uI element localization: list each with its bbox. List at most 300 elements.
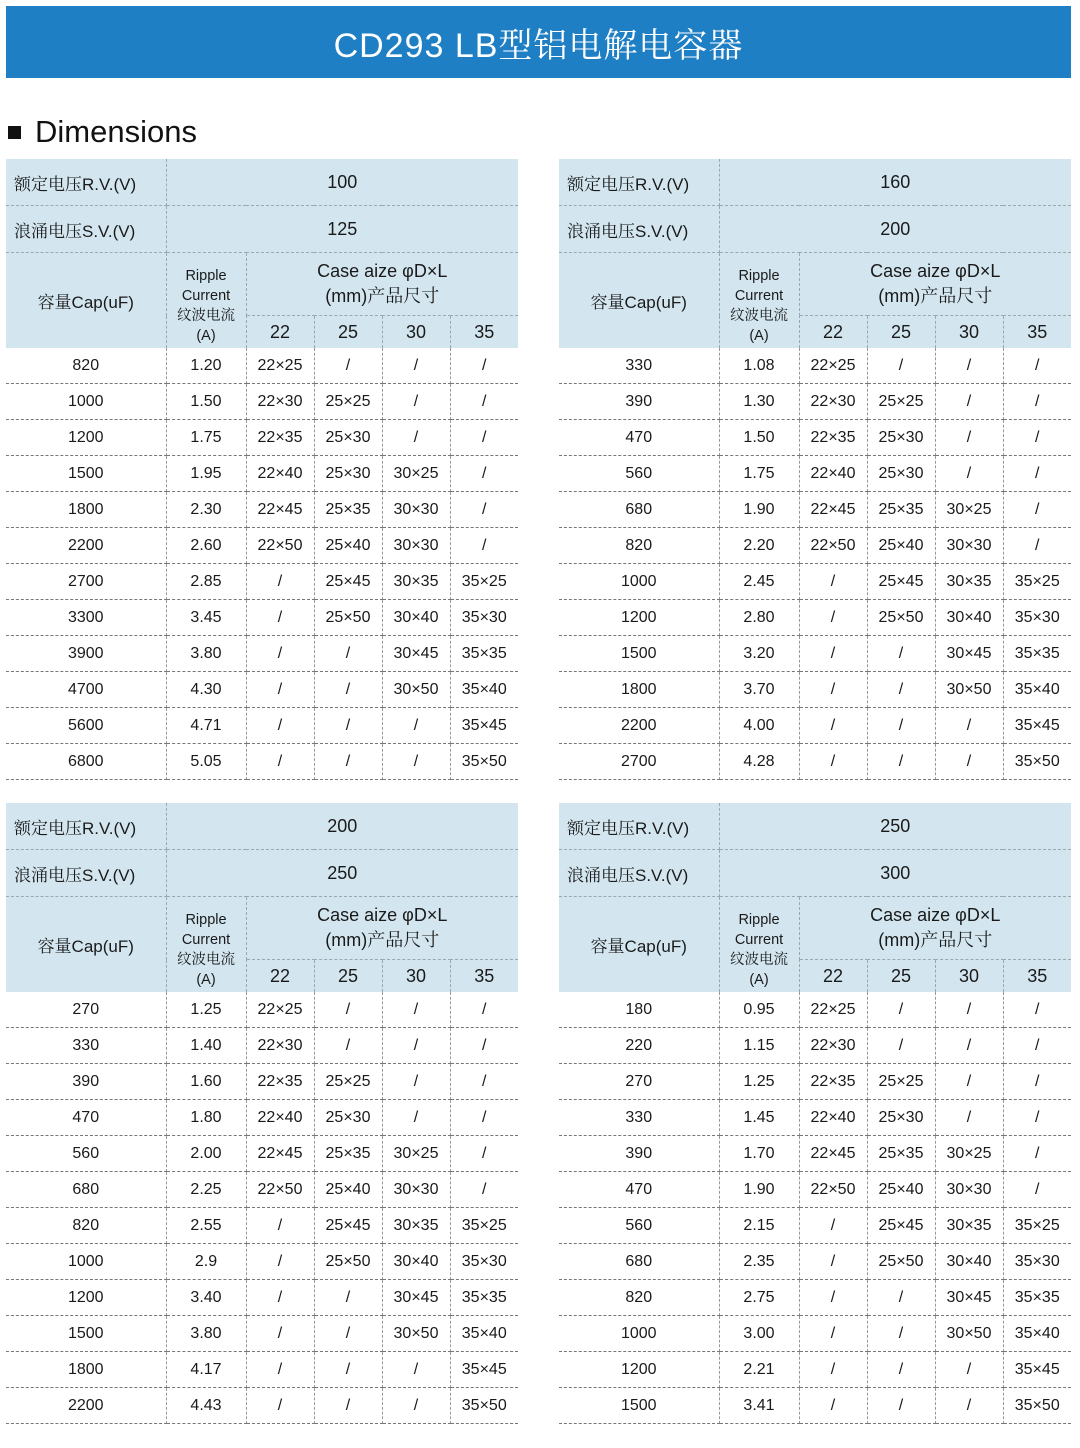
case-size-cell: / — [314, 992, 382, 1028]
table-row — [559, 420, 1071, 456]
capacitance-cell: 390 — [559, 384, 719, 420]
case-size-cell: / — [935, 744, 1003, 780]
case-size-cell: 35×30 — [450, 600, 518, 636]
case-size-cell: 30×40 — [382, 1244, 450, 1280]
capacitance-cell: 1500 — [559, 636, 719, 672]
ripple-current-cell: 2.35 — [719, 1244, 799, 1280]
ripple-current-cell: 2.55 — [166, 1208, 246, 1244]
square-bullet-icon — [8, 126, 21, 139]
ripple-current-cell: 1.25 — [166, 992, 246, 1028]
table-row — [6, 384, 518, 420]
case-size-cell: 22×30 — [246, 1028, 314, 1064]
case-size-cell: / — [450, 384, 518, 420]
case-size-cell: / — [314, 1352, 382, 1388]
case-size-cell: / — [314, 1280, 382, 1316]
case-size-cell: 35×50 — [450, 1388, 518, 1424]
case-size-cell: 35×30 — [450, 1244, 518, 1280]
case-size-cell: / — [1003, 420, 1071, 456]
table-row — [6, 528, 518, 564]
case-size-cell: / — [935, 708, 1003, 744]
case-size-cell: / — [382, 420, 450, 456]
capacitance-cell: 820 — [559, 528, 719, 564]
case-size-cell: / — [867, 672, 935, 708]
case-size-cell: 30×30 — [382, 1172, 450, 1208]
rated-voltage-label: 额定电压R.V.(V) — [6, 803, 166, 850]
case-size-cell: 22×40 — [799, 456, 867, 492]
case-size-cell: / — [450, 528, 518, 564]
ripple-current-cell: 1.90 — [719, 1172, 799, 1208]
surge-voltage-row — [559, 206, 1071, 253]
case-size-cell: 25×50 — [867, 600, 935, 636]
ripple-current-cell: 1.45 — [719, 1100, 799, 1136]
ripple-current-header — [166, 253, 246, 349]
case-size-cell: / — [246, 672, 314, 708]
ripple-current-cell: 2.30 — [166, 492, 246, 528]
capacitance-header: 容量Cap(uF) — [559, 253, 719, 349]
ripple-current-cell: 1.50 — [166, 384, 246, 420]
case-size-cell: 22×45 — [799, 1136, 867, 1172]
ripple-current-cell: 4.43 — [166, 1388, 246, 1424]
ripple-header-line: Current — [734, 932, 784, 948]
table-row — [559, 348, 1071, 384]
case-size-cell: 25×35 — [314, 492, 382, 528]
surge-voltage-value: 250 — [166, 850, 518, 897]
case-size-cell: 35×40 — [1003, 672, 1071, 708]
ripple-current-cell: 1.75 — [719, 456, 799, 492]
ripple-current-header — [719, 253, 799, 349]
capacitance-header: 容量Cap(uF) — [559, 897, 719, 993]
capacitance-cell: 6800 — [6, 744, 166, 780]
capacitance-cell: 270 — [6, 992, 166, 1028]
capacitance-cell: 180 — [559, 992, 719, 1028]
case-size-cell: / — [450, 1136, 518, 1172]
case-size-cell: 35×45 — [1003, 708, 1071, 744]
spec-table — [6, 159, 518, 780]
table-row — [6, 636, 518, 672]
diameter-header: 22 — [799, 960, 867, 993]
ripple-current-cell: 0.95 — [719, 992, 799, 1028]
case-size-cell: 30×45 — [935, 1280, 1003, 1316]
case-size-cell: 25×30 — [314, 456, 382, 492]
case-size-header-line: (mm)产品尺寸 — [325, 286, 440, 306]
case-size-cell: 22×45 — [246, 492, 314, 528]
case-size-cell: / — [314, 1388, 382, 1424]
case-size-cell: / — [867, 744, 935, 780]
case-size-cell: / — [382, 1064, 450, 1100]
diameter-header: 30 — [935, 960, 1003, 993]
case-size-cell: 22×35 — [246, 420, 314, 456]
case-size-cell: 35×40 — [450, 672, 518, 708]
rated-voltage-label: 额定电压R.V.(V) — [6, 159, 166, 206]
case-size-cell: 35×45 — [450, 708, 518, 744]
case-size-cell: / — [867, 636, 935, 672]
table-row — [559, 672, 1071, 708]
case-size-cell: 30×35 — [382, 1208, 450, 1244]
case-size-cell: / — [314, 744, 382, 780]
diameter-header: 25 — [314, 316, 382, 349]
case-size-cell: 22×45 — [246, 1136, 314, 1172]
diameter-header: 35 — [450, 316, 518, 349]
table-row — [559, 492, 1071, 528]
case-size-cell: 22×50 — [799, 1172, 867, 1208]
case-size-cell: 35×25 — [450, 1208, 518, 1244]
capacitance-cell: 2700 — [6, 564, 166, 600]
table-row — [559, 528, 1071, 564]
diameter-header: 30 — [935, 316, 1003, 349]
rated-voltage-value: 160 — [719, 159, 1071, 206]
capacitance-cell: 330 — [559, 1100, 719, 1136]
case-size-cell: 25×25 — [867, 1064, 935, 1100]
case-size-cell: 30×25 — [935, 1136, 1003, 1172]
case-size-cell: / — [867, 1388, 935, 1424]
diameter-header: 22 — [799, 316, 867, 349]
table-row — [6, 1208, 518, 1244]
table-row — [559, 636, 1071, 672]
capacitance-cell: 220 — [559, 1028, 719, 1064]
case-size-cell: 30×45 — [382, 636, 450, 672]
capacitance-cell: 1000 — [559, 1316, 719, 1352]
case-size-cell: / — [382, 348, 450, 384]
ripple-current-cell: 3.80 — [166, 636, 246, 672]
surge-voltage-value: 200 — [719, 206, 1071, 253]
case-size-cell: 22×25 — [246, 992, 314, 1028]
case-size-cell: / — [1003, 1172, 1071, 1208]
capacitance-cell: 1000 — [559, 564, 719, 600]
case-size-cell: 22×45 — [799, 492, 867, 528]
case-size-cell: 30×40 — [935, 600, 1003, 636]
rated-voltage-value: 200 — [166, 803, 518, 850]
case-size-cell: / — [799, 636, 867, 672]
case-size-cell: 30×50 — [935, 672, 1003, 708]
ripple-current-cell: 3.40 — [166, 1280, 246, 1316]
table-row — [6, 1028, 518, 1064]
case-size-cell: / — [935, 1100, 1003, 1136]
case-size-cell: / — [450, 492, 518, 528]
case-size-cell: / — [1003, 384, 1071, 420]
case-size-cell: 35×35 — [1003, 1280, 1071, 1316]
column-header-row — [559, 897, 1071, 960]
table-row — [559, 384, 1071, 420]
ripple-current-cell: 2.21 — [719, 1352, 799, 1388]
section-heading-text: Dimensions — [35, 114, 197, 149]
table-row — [6, 1352, 518, 1388]
capacitance-cell: 1500 — [6, 1316, 166, 1352]
page-title: CD293 LB型铝电解电容器 — [333, 26, 744, 65]
ripple-header-line: Current — [181, 932, 231, 948]
table-row — [559, 600, 1071, 636]
case-size-header — [799, 897, 1071, 960]
surge-voltage-value: 300 — [719, 850, 1071, 897]
case-size-cell: 25×25 — [314, 1064, 382, 1100]
ripple-current-cell: 2.00 — [166, 1136, 246, 1172]
case-size-cell: 35×45 — [450, 1352, 518, 1388]
table-row — [6, 1244, 518, 1280]
table-row — [559, 1280, 1071, 1316]
case-size-cell: / — [867, 1352, 935, 1388]
capacitance-cell: 560 — [559, 456, 719, 492]
case-size-cell: / — [1003, 348, 1071, 384]
capacitance-cell: 330 — [6, 1028, 166, 1064]
capacitance-cell: 4700 — [6, 672, 166, 708]
table-row — [6, 1172, 518, 1208]
case-size-cell: 25×25 — [314, 384, 382, 420]
case-size-cell: / — [246, 636, 314, 672]
table-row — [6, 564, 518, 600]
ripple-current-cell: 2.85 — [166, 564, 246, 600]
page-title-bar — [6, 6, 1071, 78]
table-row — [559, 1352, 1071, 1388]
case-size-cell: / — [382, 1100, 450, 1136]
case-size-cell: / — [450, 1172, 518, 1208]
case-size-cell: / — [246, 708, 314, 744]
case-size-cell: 25×40 — [867, 528, 935, 564]
case-size-cell: / — [382, 1028, 450, 1064]
case-size-cell: / — [1003, 992, 1071, 1028]
table-row — [559, 1136, 1071, 1172]
table-row — [6, 992, 518, 1028]
case-size-cell: / — [450, 1028, 518, 1064]
ripple-current-cell: 3.00 — [719, 1316, 799, 1352]
capacitance-cell: 560 — [559, 1208, 719, 1244]
case-size-cell: 22×25 — [246, 348, 314, 384]
ripple-header-line: (A) — [749, 328, 769, 344]
table-row — [6, 1280, 518, 1316]
diameter-header: 25 — [867, 960, 935, 993]
capacitance-header: 容量Cap(uF) — [6, 897, 166, 993]
case-size-cell: 35×50 — [1003, 744, 1071, 780]
case-size-cell: / — [450, 420, 518, 456]
capacitance-cell: 390 — [6, 1064, 166, 1100]
ripple-current-cell: 2.20 — [719, 528, 799, 564]
case-size-cell: 25×50 — [314, 1244, 382, 1280]
ripple-header-line: 纹波电流 — [177, 308, 235, 324]
capacitance-cell: 2200 — [559, 708, 719, 744]
capacitance-header: 容量Cap(uF) — [6, 253, 166, 349]
ripple-current-cell: 1.15 — [719, 1028, 799, 1064]
case-size-cell: / — [935, 1028, 1003, 1064]
case-size-cell: / — [867, 1028, 935, 1064]
table-row — [559, 992, 1071, 1028]
case-size-cell: 22×25 — [799, 992, 867, 1028]
case-size-cell: / — [382, 384, 450, 420]
capacitance-cell: 680 — [559, 1244, 719, 1280]
case-size-header — [799, 253, 1071, 316]
diameter-header: 22 — [246, 960, 314, 993]
capacitance-cell: 2200 — [6, 528, 166, 564]
case-size-cell: 22×40 — [246, 1100, 314, 1136]
column-header-row — [6, 253, 518, 316]
case-size-cell: / — [1003, 1028, 1071, 1064]
table-row — [6, 348, 518, 384]
case-size-cell: 22×40 — [799, 1100, 867, 1136]
case-size-cell: 30×35 — [935, 564, 1003, 600]
ripple-current-cell: 3.80 — [166, 1316, 246, 1352]
rated-voltage-label: 额定电压R.V.(V) — [559, 159, 719, 206]
case-size-header — [246, 897, 518, 960]
ripple-current-cell: 1.30 — [719, 384, 799, 420]
case-size-cell: 22×30 — [799, 1028, 867, 1064]
ripple-current-cell: 2.80 — [719, 600, 799, 636]
table-row — [559, 1388, 1071, 1424]
case-size-cell: / — [450, 1064, 518, 1100]
capacitance-cell: 560 — [6, 1136, 166, 1172]
rated-voltage-row — [6, 803, 518, 850]
ripple-current-cell: 4.30 — [166, 672, 246, 708]
capacitance-cell: 470 — [559, 1172, 719, 1208]
case-size-cell: / — [799, 1388, 867, 1424]
case-size-header — [246, 253, 518, 316]
ripple-header-line: (A) — [196, 328, 216, 344]
case-size-cell: 35×25 — [1003, 1208, 1071, 1244]
case-size-cell: 30×45 — [382, 1280, 450, 1316]
table-row — [559, 708, 1071, 744]
case-size-cell: / — [935, 992, 1003, 1028]
case-size-cell: / — [314, 1316, 382, 1352]
capacitance-cell: 3900 — [6, 636, 166, 672]
ripple-current-cell: 1.50 — [719, 420, 799, 456]
ripple-header-line: Ripple — [738, 912, 780, 928]
case-size-cell: 35×30 — [1003, 1244, 1071, 1280]
ripple-current-cell: 1.08 — [719, 348, 799, 384]
case-size-cell: 25×30 — [867, 456, 935, 492]
case-size-cell: / — [246, 1316, 314, 1352]
case-size-header-line: (mm)产品尺寸 — [325, 930, 440, 950]
case-size-header-line: Case aize φD×L — [870, 905, 1001, 925]
diameter-header: 30 — [382, 316, 450, 349]
case-size-cell: / — [935, 1388, 1003, 1424]
case-size-header-line: (mm)产品尺寸 — [878, 930, 993, 950]
ripple-header-line: (A) — [196, 972, 216, 988]
ripple-current-cell: 4.00 — [719, 708, 799, 744]
table-row — [559, 744, 1071, 780]
case-size-cell: / — [1003, 492, 1071, 528]
case-size-cell: 35×50 — [450, 744, 518, 780]
diameter-header: 35 — [1003, 316, 1071, 349]
ripple-current-cell: 2.60 — [166, 528, 246, 564]
table-row — [6, 420, 518, 456]
table-row — [6, 456, 518, 492]
capacitance-cell: 470 — [6, 1100, 166, 1136]
case-size-cell: / — [799, 1316, 867, 1352]
surge-voltage-row — [559, 850, 1071, 897]
capacitance-cell: 270 — [559, 1064, 719, 1100]
ripple-current-cell: 2.25 — [166, 1172, 246, 1208]
case-size-cell: / — [867, 992, 935, 1028]
diameter-header: 35 — [450, 960, 518, 993]
capacitance-cell: 680 — [6, 1172, 166, 1208]
section-heading — [8, 112, 197, 152]
diameter-header: 25 — [867, 316, 935, 349]
ripple-current-cell: 1.20 — [166, 348, 246, 384]
case-size-cell: / — [799, 1280, 867, 1316]
case-size-cell: 30×40 — [382, 600, 450, 636]
case-size-cell: / — [246, 1208, 314, 1244]
case-size-cell: / — [382, 992, 450, 1028]
capacitance-cell: 820 — [6, 1208, 166, 1244]
case-size-cell: 22×50 — [246, 1172, 314, 1208]
ripple-current-header — [719, 897, 799, 993]
capacitance-cell: 1500 — [559, 1388, 719, 1424]
capacitance-cell: 5600 — [6, 708, 166, 744]
case-size-cell: / — [799, 1352, 867, 1388]
capacitance-cell: 1800 — [559, 672, 719, 708]
diameter-header: 25 — [314, 960, 382, 993]
table-row — [559, 1028, 1071, 1064]
table-row — [6, 1316, 518, 1352]
case-size-cell: 25×45 — [314, 1208, 382, 1244]
case-size-cell: / — [867, 708, 935, 744]
table-row — [559, 1172, 1071, 1208]
ripple-current-cell: 1.25 — [719, 1064, 799, 1100]
surge-voltage-label: 浪涌电压S.V.(V) — [559, 206, 719, 253]
case-size-cell: 35×35 — [450, 1280, 518, 1316]
surge-voltage-label: 浪涌电压S.V.(V) — [559, 850, 719, 897]
ripple-current-cell: 1.90 — [719, 492, 799, 528]
table-row — [6, 708, 518, 744]
case-size-header-line: Case aize φD×L — [317, 905, 448, 925]
case-size-cell: / — [1003, 1064, 1071, 1100]
ripple-current-cell: 3.41 — [719, 1388, 799, 1424]
case-size-cell: 25×30 — [867, 1100, 935, 1136]
case-size-cell: / — [799, 1244, 867, 1280]
table-row — [6, 1100, 518, 1136]
case-size-cell: 35×50 — [1003, 1388, 1071, 1424]
column-header-row — [559, 253, 1071, 316]
ripple-current-cell: 1.75 — [166, 420, 246, 456]
case-size-cell: 30×25 — [935, 492, 1003, 528]
case-size-cell: / — [314, 672, 382, 708]
spec-table — [559, 803, 1071, 1424]
case-size-cell: / — [314, 708, 382, 744]
ripple-current-cell: 3.70 — [719, 672, 799, 708]
spec-table — [6, 803, 518, 1424]
case-size-cell: / — [246, 1388, 314, 1424]
capacitance-cell: 1500 — [6, 456, 166, 492]
table-row — [559, 564, 1071, 600]
case-size-cell: / — [246, 600, 314, 636]
case-size-cell: 30×35 — [935, 1208, 1003, 1244]
case-size-cell: / — [799, 708, 867, 744]
case-size-cell: 22×40 — [246, 456, 314, 492]
case-size-cell: 35×25 — [450, 564, 518, 600]
case-size-cell: 25×40 — [867, 1172, 935, 1208]
case-size-cell: 25×30 — [314, 1100, 382, 1136]
capacitance-cell: 1200 — [6, 1280, 166, 1316]
case-size-cell: / — [799, 744, 867, 780]
surge-voltage-label: 浪涌电压S.V.(V) — [6, 206, 166, 253]
case-size-cell: / — [246, 1280, 314, 1316]
surge-voltage-row — [6, 206, 518, 253]
case-size-cell: 30×50 — [935, 1316, 1003, 1352]
case-size-cell: / — [867, 348, 935, 384]
case-size-cell: / — [867, 1280, 935, 1316]
diameter-header: 35 — [1003, 960, 1071, 993]
capacitance-cell: 1200 — [6, 420, 166, 456]
case-size-cell: 35×35 — [450, 636, 518, 672]
case-size-cell: 25×50 — [314, 600, 382, 636]
case-size-cell: / — [314, 1028, 382, 1064]
ripple-header-line: 纹波电流 — [730, 952, 788, 968]
table-row — [6, 492, 518, 528]
case-size-cell: 35×35 — [1003, 636, 1071, 672]
table-row — [6, 1064, 518, 1100]
case-size-cell: / — [799, 672, 867, 708]
table-row — [559, 1064, 1071, 1100]
case-size-cell: 22×50 — [246, 528, 314, 564]
case-size-cell: 25×35 — [867, 1136, 935, 1172]
ripple-header-line: Current — [734, 288, 784, 304]
rated-voltage-row — [559, 803, 1071, 850]
